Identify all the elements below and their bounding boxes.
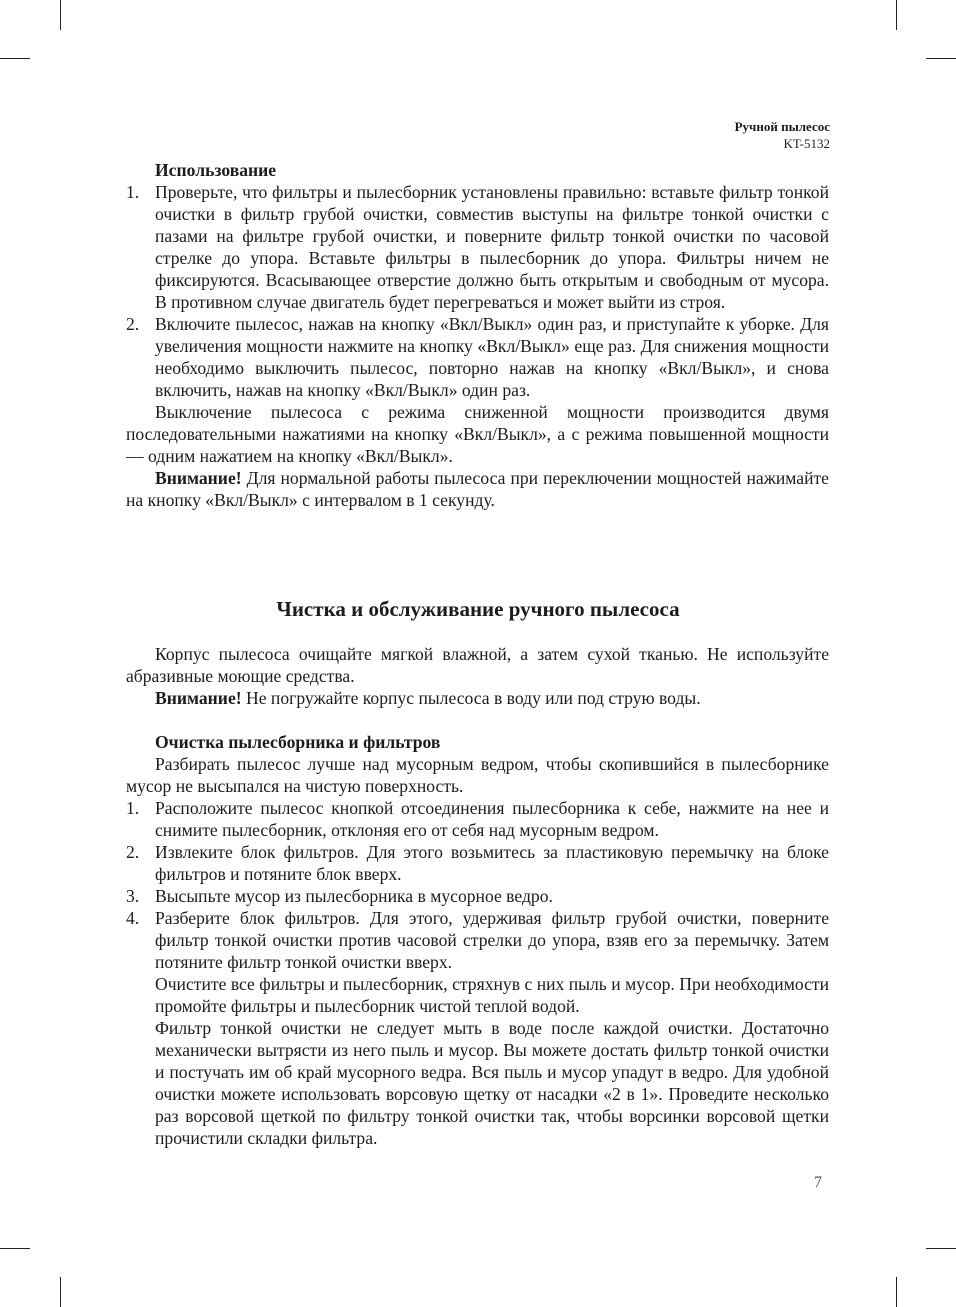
crop-mark — [60, 1277, 61, 1307]
list-item — [126, 841, 829, 885]
crop-mark — [926, 1248, 956, 1249]
usage-warning — [126, 467, 829, 511]
usage-steps — [126, 181, 829, 401]
cleaning-intro: Корпус пылесоса очищайте мягкой влажной, а затем сухой тканью. Не используйте абразивные моющие средства. — [126, 644, 829, 686]
warning-label: Внимание! — [155, 468, 242, 488]
list-number: 4. — [126, 908, 140, 928]
list-item — [126, 181, 829, 313]
warning-label: Внимание! — [155, 688, 242, 708]
cleaning-sub-intro: Разбирать пылесос лучше над мусорным ведром, чтобы скопившийся в пылесборнике мусор не высыпался на чистую поверхность. — [126, 754, 829, 796]
list-text: Извлеките блок фильтров. Для этого возьмитесь за пластиковую перемычку на блоке фильтров и потяните блок вверх. — [155, 842, 829, 884]
list-number: 2. — [126, 842, 140, 862]
list-number: 3. — [126, 886, 140, 906]
running-header — [735, 118, 830, 152]
crop-mark — [926, 58, 956, 59]
power-off-note: Выключение пылесоса с режима сниженной мощности производится двумя последовательными нажатиями на кнопку «Вкл/Выкл», а с режима повышенной мощности — одним нажатием на кнопку «Вкл/Выкл». — [126, 402, 829, 466]
usage-heading: Использование — [155, 160, 277, 180]
crop-mark — [60, 0, 61, 30]
list-text: Включите пылесос, нажав на кнопку «Вкл/Выкл» один раз, и приступайте к уборке. Для увеличения мощности нажмите на кнопку «Вкл/Выкл» еще раз. Для снижения мощности необходимо выключить пылесос, повторно нажав на кнопку «Вкл/Выкл», и снова включить, нажав на кнопку «Вкл/Выкл» один раз. — [155, 314, 829, 400]
list-text: Расположите пылесос кнопкой отсоединения пылесборника к себе, нажмите на нее и снимите пылесборник, отклоняя его от себя над мусорным ведром. — [155, 798, 829, 840]
list-number: 1. — [126, 798, 140, 818]
list-item — [126, 313, 829, 401]
list-text: Проверьте, что фильтры и пылесборник установлены правильно: вставьте фильтр тонкой очистки в фильтр грубой очистки, совместив выступы на фильтре тонкой очистки с пазами на фильтре грубой очистки, и поверните фильтр тонкой очистки по часовой стрелке до упора. Вставьте фильтры в пылесборник до упора. Фильтры ничем не фиксируются. Всасывающее отверстие должно быть открытым и свободным от мусора. В противном случае двигатель будет перегреваться и может выйти из строя. — [155, 182, 829, 312]
cleaning-subheading: Очистка пылесборника и фильтров — [155, 732, 441, 752]
list-number: 2. — [126, 314, 140, 334]
list-text: Высыпьте мусор из пылесборника в мусорное ведро. — [155, 886, 553, 906]
list-item — [126, 907, 829, 973]
list-number: 1. — [126, 182, 140, 202]
cleaning-extra-2: Фильтр тонкой очистки не следует мыть в воде после каждой очистки. Достаточно механически вытрясти из него пыль и мусор. Вы можете достать фильтр тонкой очистки и постучать им об край мусорного ведра. Вся пыль и мусор упадут в ведро. Для удобной очистки можете использовать ворсовую щетку от насадки «2 в 1». Проведите несколько раз ворсовой щеткой по фильтру тонкой очистки так, чтобы ворсинки ворсовой щетки прочистили складки фильтра. — [155, 1018, 829, 1148]
cleaning-warning — [126, 687, 829, 709]
header-model: KT-5132 — [783, 136, 830, 151]
crop-mark — [896, 1277, 897, 1307]
warning-text: Для нормальной работы пылесоса при переключении мощностей нажимайте на кнопку «Вкл/Выкл» с интервалом в 1 секунду. — [126, 468, 829, 510]
cleaning-extra-1: Очистите все фильтры и пылесборник, стряхнув с них пыль и мусор. При необходимости промойте фильтры и пылесборник чистой теплой водой. — [155, 974, 829, 1016]
crop-mark — [896, 0, 897, 30]
usage-section — [126, 159, 829, 511]
section-title: Чистка и обслуживание ручного пылесоса — [276, 597, 680, 621]
list-text: Разберите блок фильтров. Для этого, удерживая фильтр грубой очистки, поверните фильтр тонкой очистки против часовой стрелки до упора, взяв его за перемычку. Затем потяните фильтр тонкой очистки вверх. — [155, 908, 829, 972]
crop-mark — [0, 58, 30, 59]
page-number: 7 — [814, 1174, 822, 1191]
cleaning-section — [126, 643, 829, 1149]
list-item — [126, 885, 829, 907]
list-item — [126, 797, 829, 841]
header-title: Ручной пылесос — [734, 119, 830, 134]
cleaning-steps — [126, 797, 829, 973]
crop-mark — [0, 1248, 30, 1249]
warning-text: Не погружайте корпус пылесоса в воду или под струю воды. — [241, 688, 701, 708]
